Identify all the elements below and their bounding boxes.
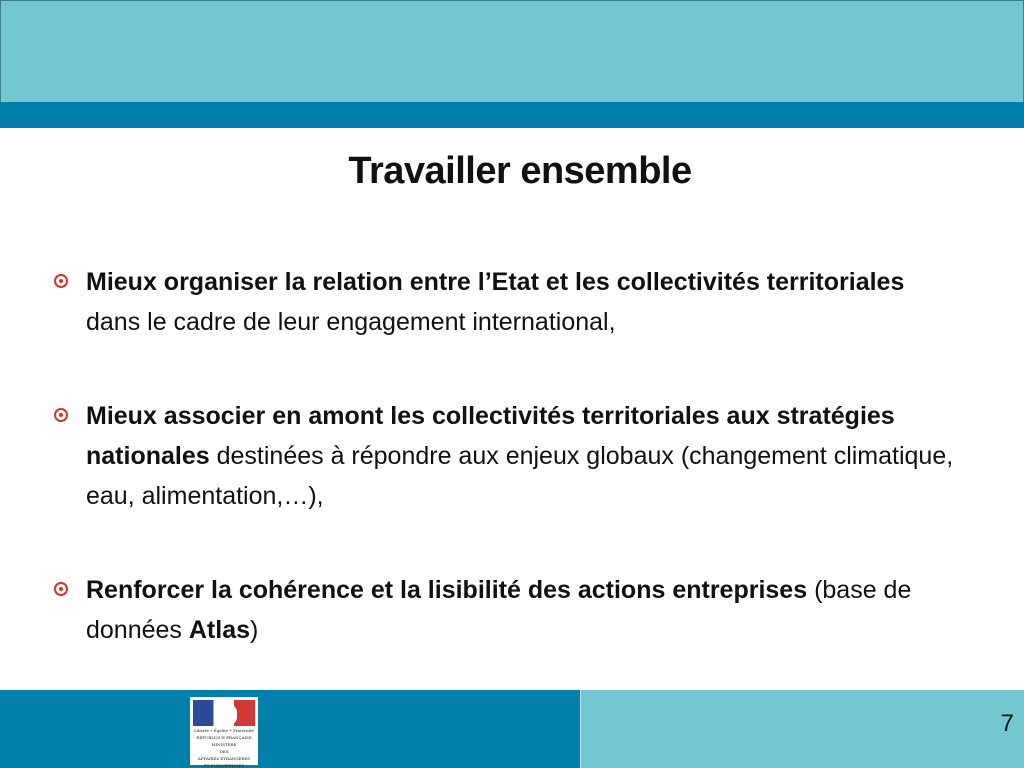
- logo-republic: RÉPUBLIQUE FRANÇAISE: [196, 735, 252, 740]
- footer-right-band: [580, 690, 1024, 768]
- page-number: 7: [1000, 710, 1014, 737]
- bullet-bold-text: Mieux associer en amont les collectivités territoriales aux stratégies nationales: [86, 402, 895, 470]
- bullet-bold-text: Atlas: [188, 616, 251, 644]
- logo-ministry-line: ET EUROPÉENNES: [203, 763, 245, 768]
- logo-motto: Liberté • Égalité • Fraternité: [194, 728, 254, 733]
- logo-ministry-line: MINISTÈRE: [211, 742, 237, 747]
- footer-left-band: [0, 690, 580, 768]
- bullet-bold-text: Renforcer la cohérence et la lisibilité des actions entreprises: [86, 576, 808, 604]
- logo-ministry-line: DES: [219, 749, 229, 754]
- header-band: [0, 0, 1024, 102]
- bullet-text: dans le cadre de leur engagement international,: [86, 308, 616, 336]
- logo-ministry-line: AFFAIRES ÉTRANGÈRES: [197, 756, 251, 761]
- bullet-list: [50, 262, 960, 650]
- bullet-marker-icon: [54, 274, 68, 288]
- slide-title: Travailler ensemble: [348, 150, 692, 192]
- bullet-item-2: [50, 396, 960, 516]
- bullet-item-3: [50, 570, 960, 650]
- ministry-logo: [190, 697, 258, 768]
- bullet-text: destinées à répondre aux enjeux globaux (changement climatique, eau, alimentation,…),: [86, 442, 954, 510]
- marianne-icon: [215, 703, 237, 725]
- bullet-item-1: [50, 262, 960, 342]
- bullet-marker-icon: [54, 582, 68, 596]
- footer-divider: [580, 690, 581, 768]
- bullet-marker-icon: [54, 408, 68, 422]
- bullet-bold-text: Mieux organiser la relation entre l’Etat et les collectivités territoriales: [86, 268, 905, 296]
- flag-icon: [193, 700, 255, 726]
- header-stripe: [0, 102, 1024, 128]
- bullet-text: (base de données: [86, 576, 912, 644]
- bullet-text: ): [250, 616, 259, 644]
